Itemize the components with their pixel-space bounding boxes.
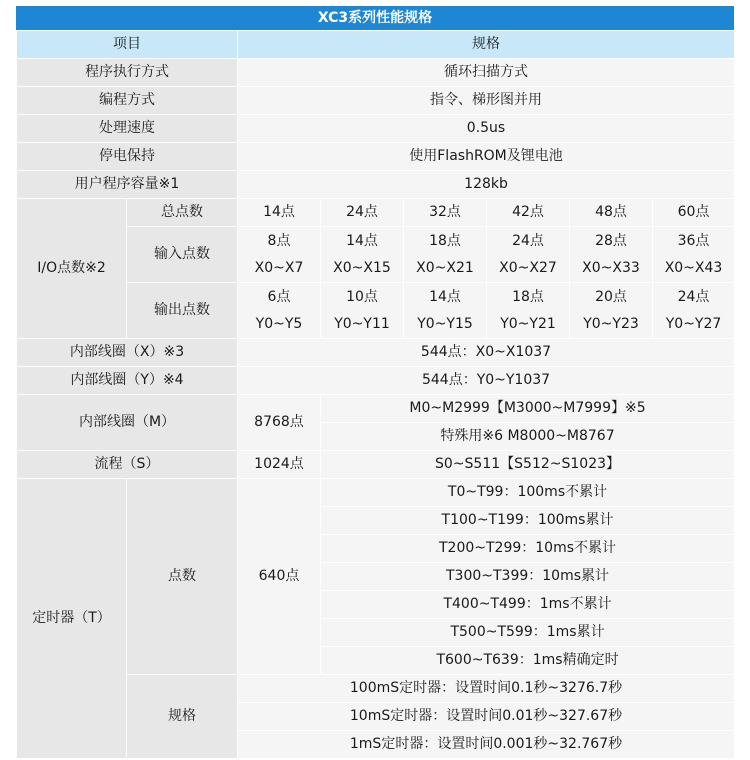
timer-spec: 10mS定时器：设置时间0.01秒~327.67秒 (238, 703, 735, 731)
io-output-count: 6点 (267, 288, 291, 305)
io-total: 32点 (404, 199, 487, 227)
timer-spec: 100mS定时器：设置时间0.1秒~3276.7秒 (238, 675, 735, 703)
timer-points-label: 点数 (127, 479, 238, 675)
row-value: 544点：X0~X1037 (238, 339, 735, 367)
timer-range: T500~T599：1ms累计 (321, 619, 735, 647)
io-output-range: Y0~Y5 (255, 315, 303, 332)
row-value: 指令、梯形图并用 (238, 87, 735, 115)
io-output-range: Y0~Y11 (334, 315, 390, 332)
timer-range: T600~T639：1ms精确定时 (321, 647, 735, 675)
io-input-cell (404, 227, 487, 283)
flow-value: S0~S511【S512~S1023】 (321, 451, 735, 479)
io-input-count: 14点 (346, 232, 378, 249)
io-output-count: 14点 (429, 288, 461, 305)
row-label: 内部线圈（Y）※4 (17, 367, 238, 395)
io-total: 42点 (487, 199, 570, 227)
io-input-count: 18点 (429, 232, 461, 249)
io-input-range: X0~X21 (416, 259, 474, 276)
coil-m-special: 特殊用※6 M8000~M8767 (321, 423, 735, 451)
row-value: 128kb (238, 171, 735, 199)
table-row (17, 367, 735, 395)
io-total: 24点 (321, 199, 404, 227)
io-label: I/O点数※2 (17, 199, 127, 339)
io-input-count: 36点 (677, 232, 710, 249)
io-output-range: Y0~Y21 (500, 315, 556, 332)
io-output-cell (238, 283, 321, 339)
row-label: 编程方式 (17, 87, 238, 115)
row-value: 循环扫描方式 (238, 59, 735, 87)
timer-range: T0~T99：100ms不累计 (321, 479, 735, 507)
io-output-count: 20点 (595, 288, 627, 305)
io-output-cell (653, 283, 735, 339)
io-total: 14点 (238, 199, 321, 227)
timer-spec-label: 规格 (127, 675, 238, 759)
timer-points: 640点 (238, 479, 321, 675)
row-label: 程序执行方式 (17, 59, 238, 87)
header-item: 项目 (17, 31, 238, 59)
timer-range: T400~T499：1ms不累计 (321, 591, 735, 619)
io-output-count: 24点 (677, 288, 710, 305)
table-row (17, 395, 735, 423)
io-output-cell (570, 283, 653, 339)
table-row (17, 339, 735, 367)
row-label: 处理速度 (17, 115, 238, 143)
table-row (17, 199, 735, 227)
io-input-range: X0~X33 (582, 259, 640, 276)
io-input-cell (321, 227, 404, 283)
table-title: XC3系列性能规格 (16, 6, 734, 30)
coil-m-normal: M0~M2999【M3000~M7999】※5 (321, 395, 735, 423)
row-value: 544点：Y0~Y1037 (238, 367, 735, 395)
table-row (17, 171, 735, 199)
io-output-count: 18点 (512, 288, 544, 305)
io-input-count: 28点 (595, 232, 627, 249)
table-row (17, 87, 735, 115)
io-input-cell (653, 227, 735, 283)
io-output-cell (487, 283, 570, 339)
io-total: 60点 (653, 199, 735, 227)
header-row (17, 31, 735, 59)
timer-spec: 1mS定时器：设置时间0.001秒~32.767秒 (238, 731, 735, 759)
row-value: 使用FlashROM及锂电池 (238, 143, 735, 171)
io-output-count: 10点 (346, 288, 378, 305)
table-row (17, 115, 735, 143)
io-input-cell (570, 227, 653, 283)
header-spec: 规格 (238, 31, 735, 59)
row-label: 内部线圈（M） (17, 395, 238, 451)
io-input-label: 输入点数 (127, 227, 238, 283)
io-output-range: Y0~Y23 (583, 315, 639, 332)
row-label: 停电保持 (17, 143, 238, 171)
row-label: 内部线圈（X）※3 (17, 339, 238, 367)
table-row (17, 59, 735, 87)
flow-points: 1024点 (238, 451, 321, 479)
spec-table (16, 30, 735, 759)
io-input-cell (238, 227, 321, 283)
table-row (17, 479, 735, 507)
spec-sheet (16, 6, 734, 759)
row-value: 0.5us (238, 115, 735, 143)
io-total: 48点 (570, 199, 653, 227)
io-input-cell (487, 227, 570, 283)
coil-m-points: 8768点 (238, 395, 321, 451)
timer-range: T100~T199：100ms累计 (321, 507, 735, 535)
io-output-cell (321, 283, 404, 339)
row-label: 流程（S） (17, 451, 238, 479)
io-output-range: Y0~Y27 (665, 315, 722, 332)
io-input-range: X0~X15 (333, 259, 391, 276)
table-row (17, 143, 735, 171)
io-output-label: 输出点数 (127, 283, 238, 339)
io-input-range: X0~X27 (499, 259, 557, 276)
row-label: 用户程序容量※1 (17, 171, 238, 199)
io-output-cell (404, 283, 487, 339)
timer-range: T200~T299：10ms不累计 (321, 535, 735, 563)
table-row (17, 451, 735, 479)
timer-label: 定时器（T） (17, 479, 127, 759)
io-input-count: 24点 (512, 232, 544, 249)
io-input-range: X0~X43 (664, 259, 723, 276)
io-input-range: X0~X7 (254, 259, 304, 276)
io-total-label: 总点数 (127, 199, 238, 227)
io-output-range: Y0~Y15 (417, 315, 473, 332)
io-input-count: 8点 (267, 232, 291, 249)
timer-range: T300~T399：10ms累计 (321, 563, 735, 591)
